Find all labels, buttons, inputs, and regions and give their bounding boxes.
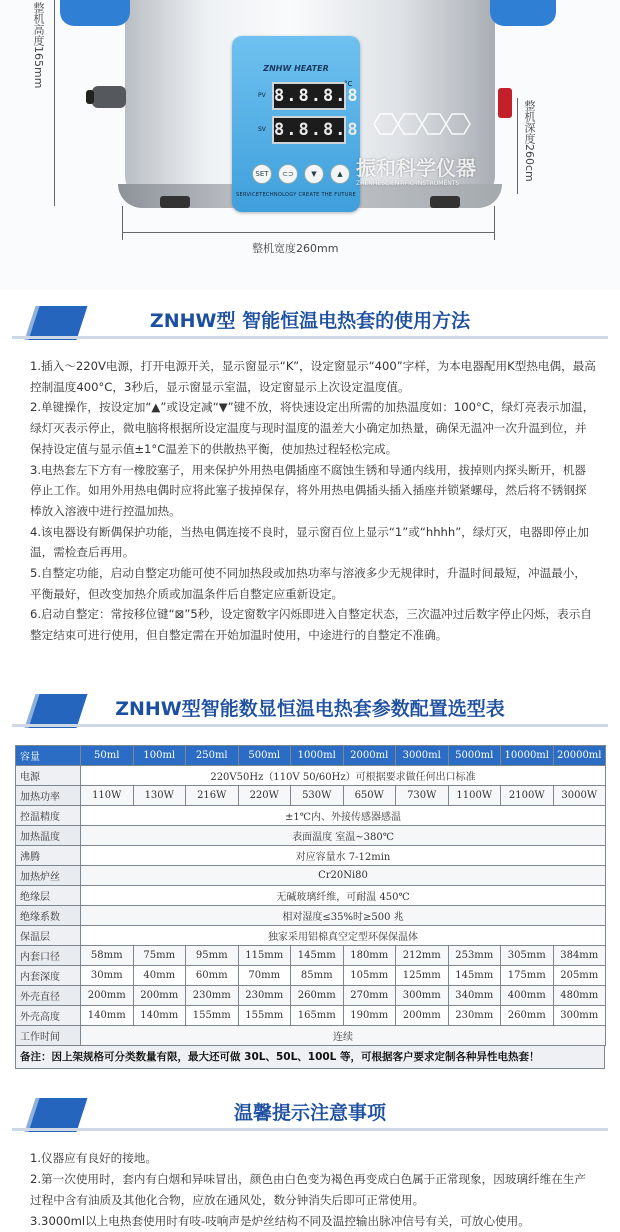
width-dimension-tick [494,206,495,240]
value-cell: 253mm [448,946,501,966]
value-cell: 305mm [501,946,554,966]
row-label-cell: 工作时间 [16,1026,81,1046]
table-row [16,886,606,906]
sensor-socket [92,86,126,108]
capacity-header-cell: 500ml [238,746,291,766]
value-cell: 200mm [81,986,134,1006]
row-label-cell: 绝缘层 [16,886,81,906]
table-row [16,806,606,826]
value-cell: 130W [133,786,186,806]
usage-item: 3.电热套左下方有一橡胶塞子，用来保护外用热电偶插座不腐蚀生锈和导通内线用，拔掉则内探头断开，机器停止工作。如用外用热电偶时应将此塞子拔掉保存，将外用热电偶插头插入插座并锁紧螺母，然后将不锈钢探棒放入溶液中进行控温加热。 [30,462,587,518]
header-underline [12,336,608,339]
value-cell: 95mm [186,946,239,966]
value-cell: 200mm [133,986,186,1006]
value-cell: 300mm [396,986,449,1006]
table-row [16,1006,606,1026]
table-row [16,986,606,1006]
header-underline [12,724,608,727]
width-dimension-tick [122,206,123,240]
value-cell: 270mm [343,986,396,1006]
down-button: ▼ [304,164,324,184]
product-photo [0,0,620,290]
capacity-header-cell: 250ml [186,746,239,766]
foot [430,196,460,208]
value-cell: 400mm [501,986,554,1006]
value-cell: 1100W [448,786,501,806]
panel-brand: ZNHW HEATER [263,64,329,73]
value-cell: 40mm [133,966,186,986]
row-label-cell: 保温层 [16,926,81,946]
row-label-cell: 内套口径 [16,946,81,966]
header-label-cell: 容量 [16,746,81,766]
value-cell: 140mm [81,1006,134,1026]
hexagon-logo-icon [366,112,476,152]
tip-item: 1.仪器应有良好的接地。 [30,1151,157,1165]
merged-value-cell: 对应容量水 7-12min [81,846,606,866]
table-row [16,766,606,786]
usage-instructions [30,356,596,646]
value-cell: 650W [343,786,396,806]
spec-title: ZNHW型智能数显恒温电热套参数配置选型表 [115,698,505,720]
value-cell: 155mm [186,1006,239,1026]
value-cell: 190mm [343,1006,396,1026]
table-row [16,1026,606,1046]
width-dimension-line [122,232,494,233]
merged-value-cell: 无碱玻璃纤维，可耐温 450℃ [81,886,606,906]
watermark: 振和科学仪器 [356,156,476,180]
value-cell: 230mm [448,1006,501,1026]
value-cell: 260mm [501,1006,554,1026]
table-row [16,786,606,806]
spec-note: 备注：因上架规格可分类数量有限，最大还可做 30L、50L、100L 等，可根据客户要求定制各种异性电热套！ [15,1046,605,1069]
tips-section-header [0,1092,620,1134]
value-cell: 165mm [291,1006,344,1026]
value-cell: 220W [238,786,291,806]
depth-dimension-line [517,98,518,194]
table-row [16,946,606,966]
value-cell: 480mm [553,986,606,1006]
foot [160,196,190,208]
row-label-cell: 绝缘系数 [16,906,81,926]
value-cell: 530W [291,786,344,806]
left-handle [60,0,130,26]
table-row [16,906,606,926]
value-cell: 125mm [396,966,449,986]
capacity-header-cell: 100ml [133,746,186,766]
value-cell: 155mm [238,1006,291,1026]
up-button: ▲ [330,164,350,184]
usage-item: 1.插入～220V电源，打开电源开关，显示窗显示“K”，设定窗显示“400”字样，为本电器配用K型热电偶，最高控制温度400°C，3秒后，显示窗显示室温，设定窗显示上次设定温度值。 [30,359,596,394]
capacity-header-cell: 3000ml [396,746,449,766]
merged-value-cell: 独家采用铝棉真空定型环保保温体 [81,926,606,946]
height-dimension-line [54,0,55,206]
value-cell: 180mm [343,946,396,966]
value-cell: 58mm [81,946,134,966]
watermark-sub: ZHENHESCIENTIFIC INSTRUMENTS [356,180,460,187]
depth-dimension-label: 整机深度260cm [523,100,536,182]
power-switch [498,88,512,118]
tip-item: 3.3000ml以上电热套使用时有吱-吱响声是炉丝结构不同及温控输出脉冲信号有关，可放心使用。 [30,1214,530,1228]
table-row [16,866,606,886]
value-cell: 2100W [501,786,554,806]
value-cell: 260mm [291,986,344,1006]
value-cell: 3000W [553,786,606,806]
value-cell: 145mm [291,946,344,966]
table-row [16,926,606,946]
usage-item: 4.该电器设有断偶保护功能，当热电偶连接不良时，显示窗百位上显示“1”或“hhhh”，绿灯灭，电器即停止加温，需检查后再用。 [30,524,589,560]
pv-label: PV [258,92,266,99]
control-panel [232,36,360,212]
table-row [16,846,606,866]
row-label-cell: 外壳直径 [16,986,81,1006]
row-label-cell: 电源 [16,766,81,786]
value-cell: 205mm [553,966,606,986]
value-cell: 105mm [343,966,396,986]
capacity-header-cell: 1000ml [291,746,344,766]
value-cell: 300mm [553,1006,606,1026]
value-cell: 110W [81,786,134,806]
row-label-cell: 加热功率 [16,786,81,806]
value-cell: 75mm [133,946,186,966]
table-row [16,966,606,986]
sv-display: 8.8.8.8 [272,116,346,144]
unit-label: °C [344,80,353,88]
merged-value-cell: ±1℃内、外接传感器感温 [81,806,606,826]
usage-item: 5.自整定功能，启动自整定功能可使不同加热段或加热功率与溶液多少无规律时，升温时间最短，冲温最小，平衡最好，但改变加热介质或加温条件后自整定应重新设定。 [30,566,586,601]
tip-item: 2.第一次使用时，套内有白烟和异味冒出，颜色由白色变为褐色再变成白色属于正常现象，因玻璃纤维在生产过程中含有油质及其他化合物，应放在通风处，数分钟消失后即可正常使用。 [30,1172,586,1207]
value-cell: 230mm [238,986,291,1006]
tips-title: 温馨提示注意事项 [233,1102,386,1124]
spec-table-wrapper [15,745,605,1069]
header-underline [12,1128,608,1131]
value-cell: 340mm [448,986,501,1006]
capacity-header-cell: 10000ml [501,746,554,766]
value-cell: 212mm [396,946,449,966]
sv-label: SV [258,126,266,133]
spec-section-header [0,688,620,730]
value-cell: 30mm [81,966,134,986]
usage-title: ZNHW型 智能恒温电热套的使用方法 [149,310,471,332]
row-label-cell: 加热炉丝 [16,866,81,886]
row-label-cell: 控温精度 [16,806,81,826]
value-cell: 85mm [291,966,344,986]
width-dimension-label: 整机宽度260mm [252,242,339,255]
row-label-cell: 加热温度 [16,826,81,846]
merged-value-cell: 相对湿度≤35%时≥500 兆 [81,906,606,926]
panel-footer: SERVICETECHNOLOGY CREATE THE FUTURE [236,192,356,198]
merged-value-cell: 连续 [81,1026,606,1046]
capacity-header-cell: 2000ml [343,746,396,766]
table-row [16,826,606,846]
usage-section-header [0,300,620,342]
value-cell: 60mm [186,966,239,986]
tips-list [30,1148,596,1232]
row-label-cell: 外壳高度 [16,1006,81,1026]
value-cell: 140mm [133,1006,186,1026]
merged-value-cell: 表面温度 室温~380℃ [81,826,606,846]
value-cell: 145mm [448,966,501,986]
value-cell: 230mm [186,986,239,1006]
usage-item: 2.单键操作，按设定加“▲”或设定减“▼”键不放，将快速设定出所需的加热温度如：100°C，绿灯亮表示加温，绿灯灭表示停止，微电脑将根据所设定温度与现时温度的温差大小确定加热量，确保无温冲一次升温到位，并保持设定值与显示值±1°C温差下的供散热平衡，使加热过程轻松完成。 [30,400,595,456]
value-cell: 730W [396,786,449,806]
value-cell: 216W [186,786,239,806]
row-label-cell: 沸腾 [16,846,81,866]
value-cell: 384mm [553,946,606,966]
merged-value-cell: 220V50Hz（110V 50/60Hz）可根据要求做任何出口标准 [81,766,606,786]
spec-table [15,745,606,1046]
value-cell: 200mm [396,1006,449,1026]
table-header-row [16,746,606,766]
pv-display: 8.8.8.8 [272,82,346,110]
value-cell: 70mm [238,966,291,986]
usage-item: 6.启动自整定：常按移位键“⊠”5秒，设定窗数字闪烁即进入自整定状态，三次温冲过后数字停止闪烁，表示自整定结束可进行使用，但自整定需在开始加温时使用，中途进行的自整定不准确。 [30,607,592,643]
capacity-header-cell: 20000ml [553,746,606,766]
value-cell: 115mm [238,946,291,966]
height-dimension-label: 整机高度165mm [32,2,45,89]
value-cell: 175mm [501,966,554,986]
capacity-header-cell: 50ml [81,746,134,766]
merged-value-cell: Cr20Ni80 [81,866,606,886]
shift-button: ⊂⊃ [278,164,298,184]
right-handle [490,0,556,26]
capacity-header-cell: 5000ml [448,746,501,766]
set-button: SET [252,164,272,184]
row-label-cell: 内套深度 [16,966,81,986]
